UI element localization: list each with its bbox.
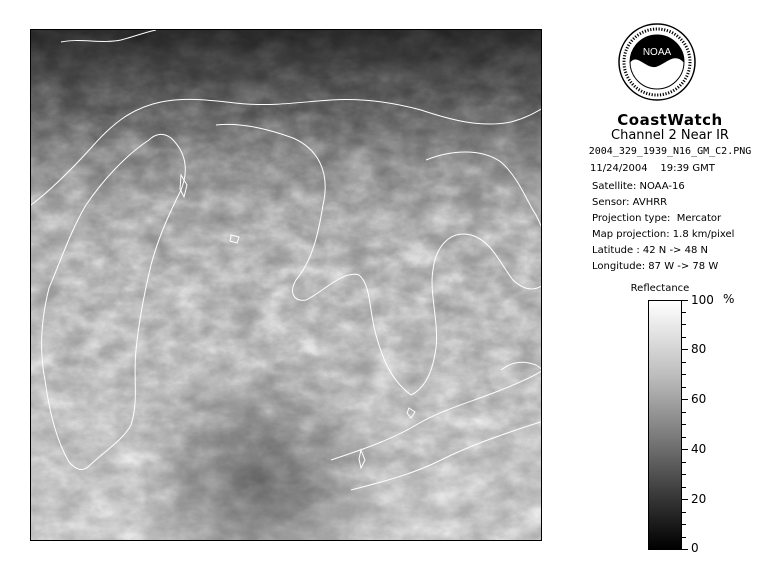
noaa-logo-icon (617, 22, 697, 108)
colorbar-tick (682, 499, 688, 500)
dark-cloud-patch (31, 30, 542, 541)
map-projection: Map projection: 1.8 km/pixel (592, 229, 735, 240)
colorbar-minor-tick (682, 524, 686, 525)
sensor-info: Sensor: AVHRR (592, 197, 668, 208)
colorbar-minor-tick (682, 387, 686, 388)
colorbar-label: 40 (691, 442, 707, 456)
colorbar-minor-tick (682, 424, 686, 425)
colorbar-tick (682, 349, 688, 350)
colorbar-minor-tick (682, 487, 686, 488)
colorbar-minor-tick (682, 324, 686, 325)
colorbar-tick (682, 300, 688, 301)
colorbar-minor-tick (682, 374, 686, 375)
colorbar-minor-tick (682, 437, 686, 438)
colorbar-tick (682, 449, 688, 450)
colorbar-minor-tick (682, 412, 686, 413)
colorbar-minor-tick (682, 512, 686, 513)
colorbar-minor-tick (682, 362, 686, 363)
channel-title: Channel 2 Near IR (611, 128, 729, 143)
latitude-range: Latitude : 42 N -> 48 N (592, 245, 708, 256)
colorbar-label: 20 (691, 492, 707, 506)
colorbar-tick (682, 399, 688, 400)
date-time: 11/24/2004 19:39 GMT (590, 163, 715, 174)
satellite-info: Satellite: NOAA-16 (592, 181, 685, 192)
colorbar-label: 60 (691, 392, 707, 406)
satellite-image (30, 29, 542, 541)
colorbar-tick (682, 549, 688, 550)
colorbar-label: 100 (691, 293, 714, 307)
legend-title: Reflectance (630, 283, 690, 294)
image-filename: 2004_329_1939_N16_GM_C2.PNG (588, 146, 752, 157)
colorbar-label: 80 (691, 342, 707, 356)
colorbar-minor-tick (682, 537, 686, 538)
reflectance-colorbar (648, 300, 682, 550)
projection-type: Projection type: Mercator (592, 213, 722, 224)
longitude-range: Longitude: 87 W -> 78 W (592, 261, 719, 272)
brand-title: CoastWatch (617, 111, 723, 129)
logo-center-text: NOAA (642, 47, 672, 58)
colorbar-minor-tick (682, 312, 686, 313)
noaa-logo (617, 22, 697, 108)
legend-unit: % (723, 292, 735, 306)
colorbar-minor-tick (682, 474, 686, 475)
colorbar-label: 0 (691, 541, 699, 555)
colorbar-minor-tick (682, 337, 686, 338)
colorbar-minor-tick (682, 462, 686, 463)
satellite-image-canvas (31, 30, 542, 541)
